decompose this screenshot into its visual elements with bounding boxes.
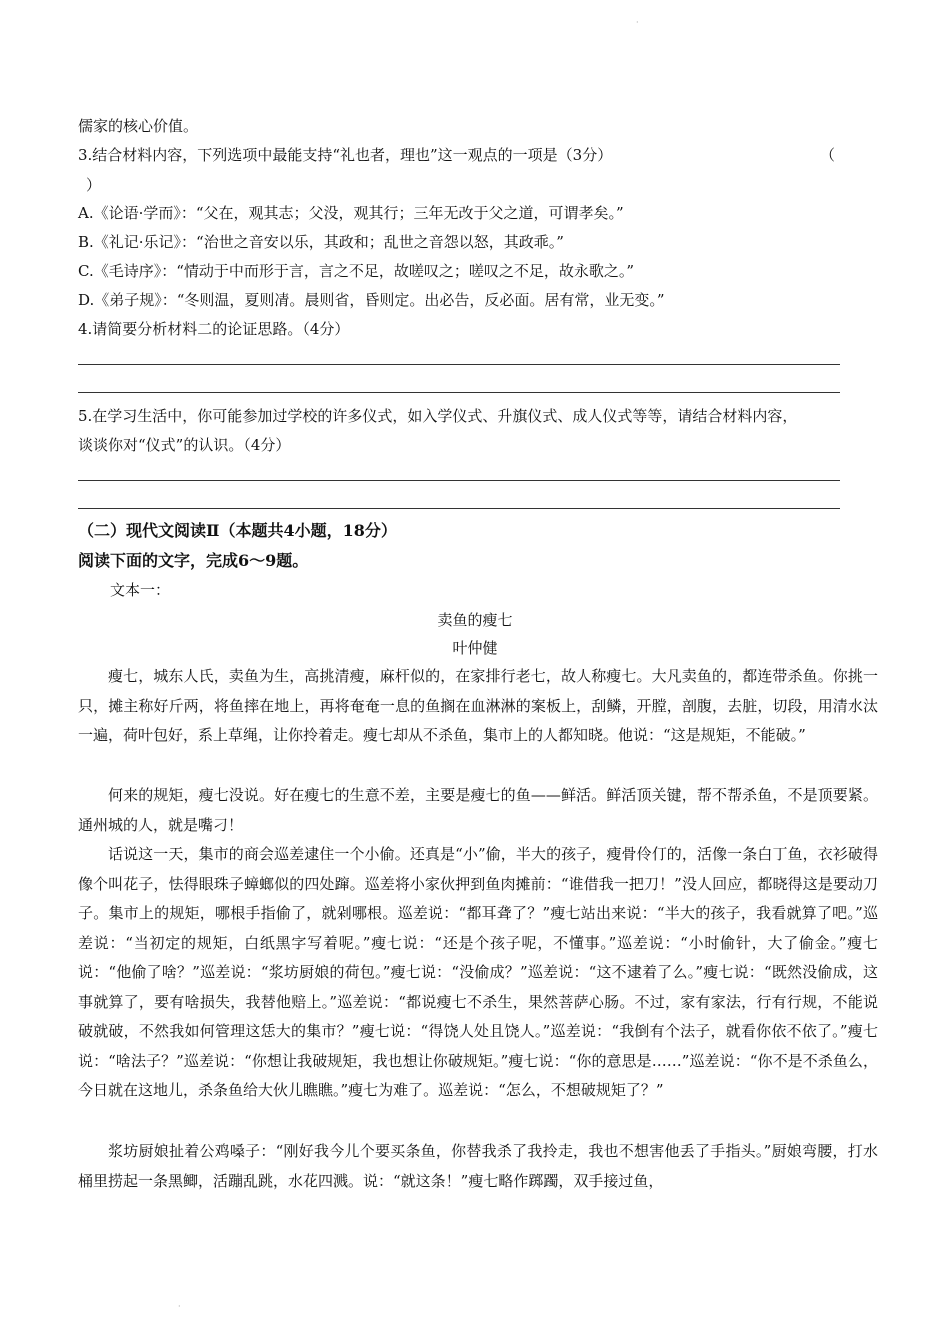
text-label: 文本一： [110,581,171,599]
q4-stem: 4.请简要分析材料二的论证思路。（4分） [78,320,350,338]
q3-answer-paren-open: （ [820,146,836,164]
q5-stem-line-1: 5.在学习生活中，你可能参加过学校的许多仪式，如入学仪式、升旗仪式、成人仪式等等，请结合材料内容， [78,407,798,425]
intro-line: 儒家的核心价值。 [78,117,199,135]
story-paragraph-2: 何来的规矩，瘦七没说。好在瘦七的生意不差，主要是瘦七的鱼——鲜活。鲜活顶关键，帮不帮杀鱼，不是顶要紧。通州城的人，就是嘴刁！ [78,786,878,834]
story-paragraph-3: 话说这一天，集市的商会巡差逮住一个小偷。还真是“小”偷，半大的孩子，瘦骨伶仃的，活像一条白丁鱼，衣衫破得像个叫花子，怯得眼珠子蟑螂似的四处蹿。巡差将小家伙押到鱼肉摊前：“谁借我一把刀！”没人回应，都晓得这是要动刀子。集市上的规矩，哪根手指偷了，就剁哪根。巡差说：“都耳聋了？”瘦七站出来说：“半大的孩子，我看就算了吧。”巡差说：“当初定的规矩，白纸黑字写着呢。”瘦七说：“还是个孩子呢，不懂事。”巡差说：“小时偷针，大了偷金。”瘦七说：“他偷了啥？”巡差说：“浆坊厨娘的荷包。”瘦七说：“没偷成？”巡差说：“这不逮着了么。”瘦七说：“既然没偷成，这事就算了，要有啥损失，我替他赔上。”巡差说：“都说瘦七不杀生，果然菩萨心肠。不过，家有家法，行有行规，不能说破就破，不然我如何管理这恁大的集市？”瘦七说：“得饶人处且饶人。”巡差说：“我倒有个法子，就看你依不依了。”瘦七说：“啥法子？”巡差说：“你想让我破规矩，我也想让你破规矩。”瘦七说：“你的意思是……”巡差说：“你不是不杀鱼么，今日就在这地儿，杀条鱼给大伙儿瞧瞧。”瘦七为难了。巡差说：“怎么，不想破规矩了？” [78,845,878,1099]
q3-option-a: A.《论语·学而》：“父在，观其志；父没，观其行；三年无改于父之道，可谓孝矣。” [78,204,624,222]
scan-dot: · [636,18,639,27]
q3-stem: 3.结合材料内容，下列选项中最能支持“礼也者，理也”这一观点的一项是（3分） [78,146,613,164]
q5-stem-line-2: 谈谈你对“仪式”的认识。（4分） [78,436,291,454]
q5-answer-line-2[interactable] [78,508,840,509]
scan-dot: · [178,1302,181,1311]
q3-answer-paren-close: ） [86,176,102,194]
section-instruction: 阅读下面的文字，完成6～9题。 [78,551,309,570]
story-paragraph-1: 瘦七，城东人氏，卖鱼为生，高挑清瘦，麻杆似的，在家排行老七，故人称瘦七。大凡卖鱼的，都连带杀鱼。你挑一只，摊主称好斤两，将鱼摔在地上，再将奄奄一息的鱼搁在血淋淋的案板上，刮鳞，开膛，剖腹，去脏，切段，用清水汰一遍，荷叶包好，系上草绳，让你拎着走。瘦七却从不杀鱼，集市上的人都知晓。他说：“这是规矩，不能破。” [78,667,878,744]
story-author: 叶仲健 [452,639,498,657]
q4-answer-line-2[interactable] [78,392,840,393]
section-heading: （二）现代文阅读Ⅱ（本题共4小题，18分） [78,521,397,540]
q3-option-d: D.《弟子规》：“冬则温，夏则凊。晨则省，昏则定。出必告，反必面。居有常，业无变。” [78,291,665,309]
story-title: 卖鱼的瘦七 [437,611,513,629]
q5-answer-line-1[interactable] [78,480,840,481]
story-paragraph-4: 浆坊厨娘扯着公鸡嗓子：“刚好我今儿个要买条鱼，你替我杀了我拎走，我也不想害他丢了手指头。”厨娘弯腰，打水桶里捞起一条黑鲫，活蹦乱跳，水花四溅。说：“就这条！”瘦七略作踯躅，双手接过鱼， [78,1142,878,1190]
q4-answer-line-1[interactable] [78,364,840,365]
q3-option-b: B.《礼记·乐记》：“治世之音安以乐，其政和；乱世之音怨以怒，其政乖。” [78,233,564,251]
q3-option-c: C.《毛诗序》：“情动于中而形于言，言之不足，故嗟叹之；嗟叹之不足，故永歌之。” [78,262,635,280]
